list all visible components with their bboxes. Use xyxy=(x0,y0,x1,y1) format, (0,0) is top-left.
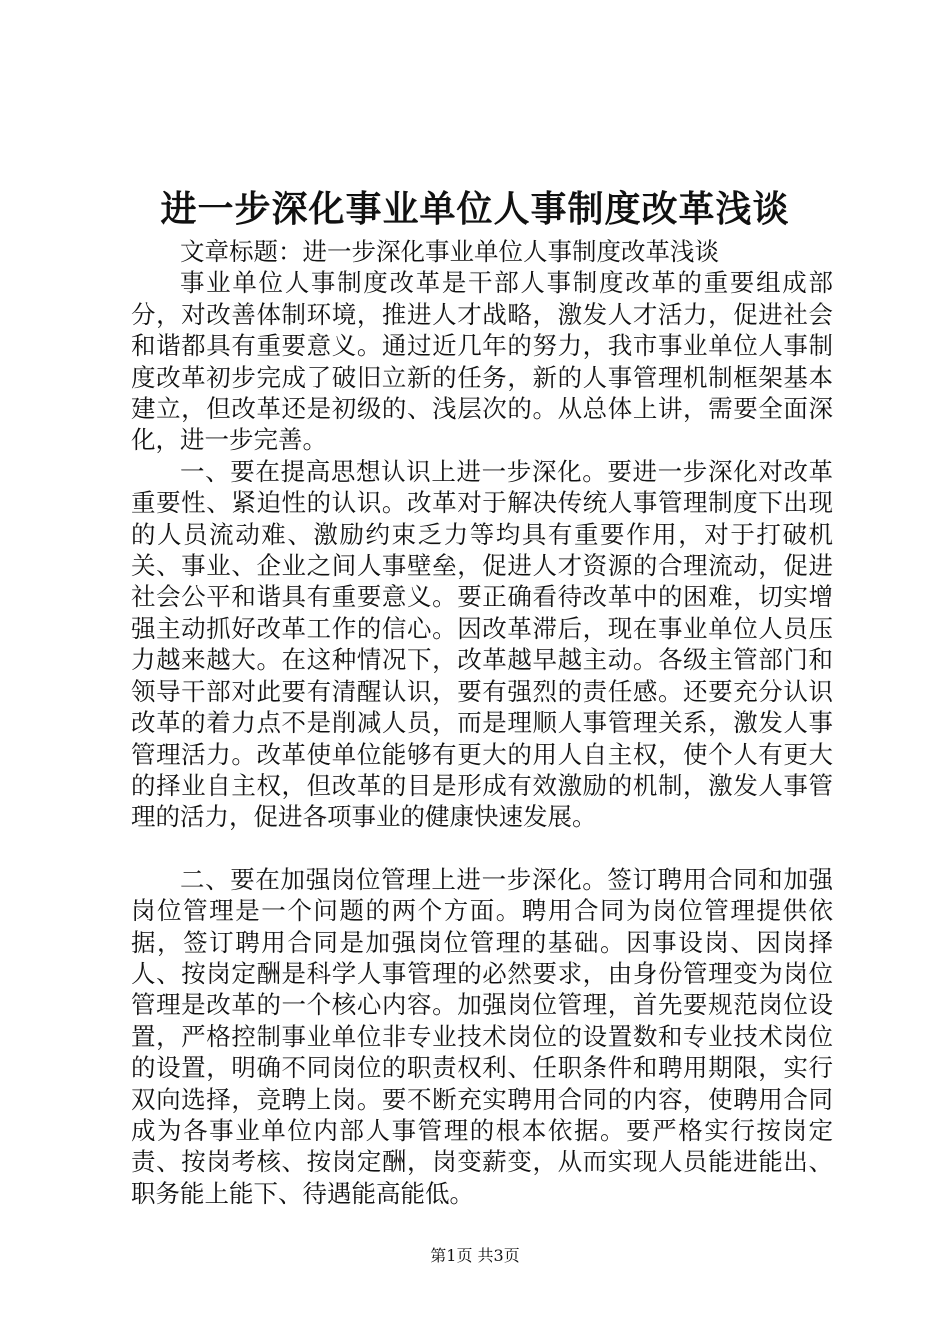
page-number-footer: 第1页 共3页 xyxy=(430,1246,520,1265)
section-two-paragraph: 二、要在加强岗位管理上进一步深化。签订聘用合同和加强岗位管理是一个问题的两个方面。聘用合同为岗位管理提供依据，签订聘用合同是加强岗位管理的基础。因事设岗、因岗择人、按岗定酬是科学人事管理的必然要求，由身份管理变为岗位管理是改革的一个核心内容。加强岗位管理，首先要规范岗位设置，严格控制事业单位非专业技术岗位的设置数和专业技术岗位的设置，明确不同岗位的职责权利、任职条件和聘用期限，实行双向选择，竞聘上岗。要不断充实聘用合同的内容，使聘用合同成为各事业单位内部人事管理的根本依据。要严格实行按岗定责、按岗考核、按岗定酬，岗变薪变，从而实现人员能进能出、职务能上能下、待遇能高能低。 xyxy=(131,864,833,1208)
intro-paragraph: 事业单位人事制度改革是干部人事制度改革的重要组成部分，对改善体制环境，推进人才战略，激发人才活力，促进社会和谐都具有重要意义。通过近几年的努力，我市事业单位人事制度改革初步完成了破旧立新的任务，新的人事管理机制框架基本建立，但改革还是初级的、浅层次的。从总体上讲，需要全面深化，进一步完善。 xyxy=(131,268,833,455)
document-body xyxy=(131,236,833,1209)
document-title: 进一步深化事业单位人事制度改革浅谈 xyxy=(160,188,790,230)
section-one-paragraph: 一、要在提高思想认识上进一步深化。要进一步深化对改革重要性、紧迫性的认识。改革对于解决传统人事管理制度下出现的人员流动难、激励约束乏力等均具有重要作用，对于打破机关、事业、企业之间人事壁垒，促进人才资源的合理流动，促进社会公平和谐具有重要意义。要正确看待改革中的困难，切实增强主动抓好改革工作的信心。因改革滞后，现在事业单位人员压力越来越大。在这种情况下，改革越早越主动。各级主管部门和领导干部对此要有清醒认识，要有强烈的责任感。还要充分认识改革的着力点不是削减人员，而是理顺人事管理关系，激发人事管理活力。改革使单位能够有更大的用人自主权，使个人有更大的择业自主权，但改革的目是形成有效激励的机制，激发人事管理的活力，促进各项事业的健康快速发展。 xyxy=(131,456,833,832)
article-title-line: 文章标题：进一步深化事业单位人事制度改革浅谈 xyxy=(180,237,719,266)
